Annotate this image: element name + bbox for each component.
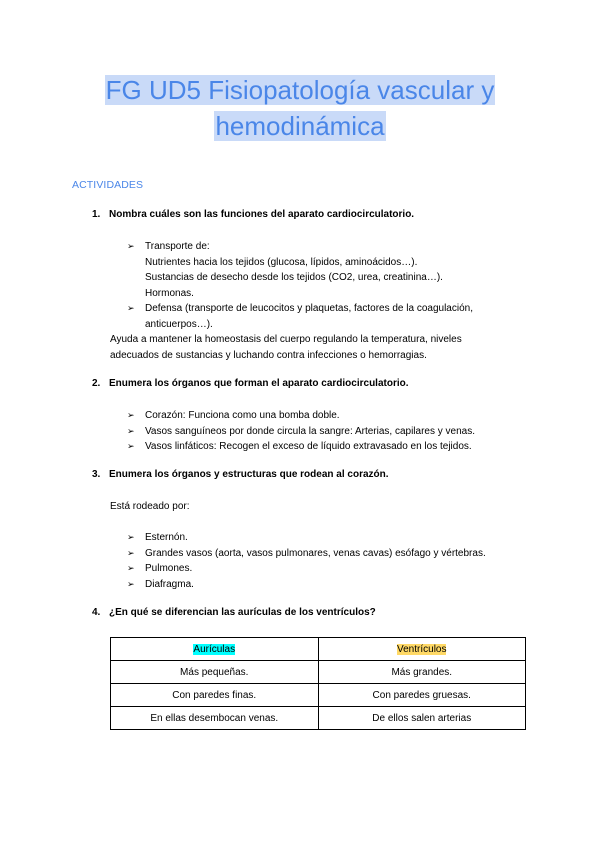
question-text: Enumera los órganos que forman el aparato cardiocirculatorio. [109,378,409,389]
table-row [111,684,526,707]
question-4 [92,607,376,618]
list-item: Diafragma. [145,578,194,590]
question-text: ¿En qué se diferencian las aurículas de los ventrículos? [109,607,376,618]
table-header-cell [318,638,526,661]
table-row [111,661,526,684]
table-header-row [111,638,526,661]
arrow-bullet-icon: ➢ [127,303,135,313]
arrow-bullet-icon: ➢ [127,425,135,436]
list-item: Vasos sanguíneos por donde circula la sangre: Arterias, capilares y venas. [145,425,475,437]
question-3 [92,469,389,480]
table-header-cell [111,638,319,661]
header-auriculas: Aurículas [193,643,236,655]
title-line-1: FG UD5 Fisiopatología vascular y [105,75,495,105]
question-number: 3. [92,469,101,480]
list-item: Transporte de: [145,241,210,252]
table-cell: Más pequeñas. [111,661,319,684]
table-row [111,707,526,730]
section-heading: ACTIVIDADES [72,179,144,191]
list-item: Grandes vasos (aorta, vasos pulmonares, venas cavas) esófago y vértebras. [145,547,486,559]
table-cell: Con paredes gruesas. [318,684,526,707]
table-cell: De ellos salen arterias [318,707,526,730]
document-title [70,72,530,144]
table-cell: En ellas desembocan venas. [111,707,319,730]
list-item: Esternón. [145,532,188,543]
arrow-bullet-icon: ➢ [127,441,135,451]
table-cell: Más grandes. [318,661,526,684]
arrow-bullet-icon: ➢ [127,241,135,251]
question-number: 4. [92,607,101,618]
title-line-2: hemodinámica [215,111,385,141]
question-text: Enumera los órganos y estructuras que rodean al corazón. [109,469,389,480]
list-item: Vasos linfáticos: Recogen el exceso de líquido extravasado en los tejidos. [145,441,472,452]
question-number: 2. [92,378,101,389]
question-2 [92,378,409,389]
list-subline: Nutrientes hacia los tejidos (glucosa, lípidos, aminoácidos…). [145,256,418,268]
table-cell: Con paredes finas. [111,684,319,707]
arrow-bullet-icon: ➢ [127,532,135,542]
list-item: Pulmones. [145,563,193,574]
comparison-table [110,637,526,730]
list-subline: Sustancias de desecho desde los tejidos (CO2, urea, creatinina…). [145,272,443,283]
list-subline: Hormonas. [145,287,194,299]
arrow-bullet-icon: ➢ [127,547,135,558]
arrow-bullet-icon: ➢ [127,578,135,589]
paragraph-line: Ayuda a mantener la homeostasis del cuerpo regulando la temperatura, niveles [110,334,462,345]
arrow-bullet-icon: ➢ [127,410,135,420]
paragraph-line: adecuados de sustancias y luchando contra infecciones o hemorragias. [110,349,427,361]
arrow-bullet-icon: ➢ [127,563,135,573]
question-1 [92,209,414,220]
question-text: Nombra cuáles son las funciones del aparato cardiocirculatorio. [109,209,415,220]
header-ventriculos: Ventrículos [397,643,447,655]
question-number: 1. [92,209,101,220]
list-item: Corazón: Funciona como una bomba doble. [145,410,340,421]
list-item: Defensa (transporte de leucocitos y plaquetas, factores de la coagulación, [145,303,473,314]
intro-text: Está rodeado por: [110,501,190,512]
list-item-continuation: anticuerpos…). [145,318,213,330]
